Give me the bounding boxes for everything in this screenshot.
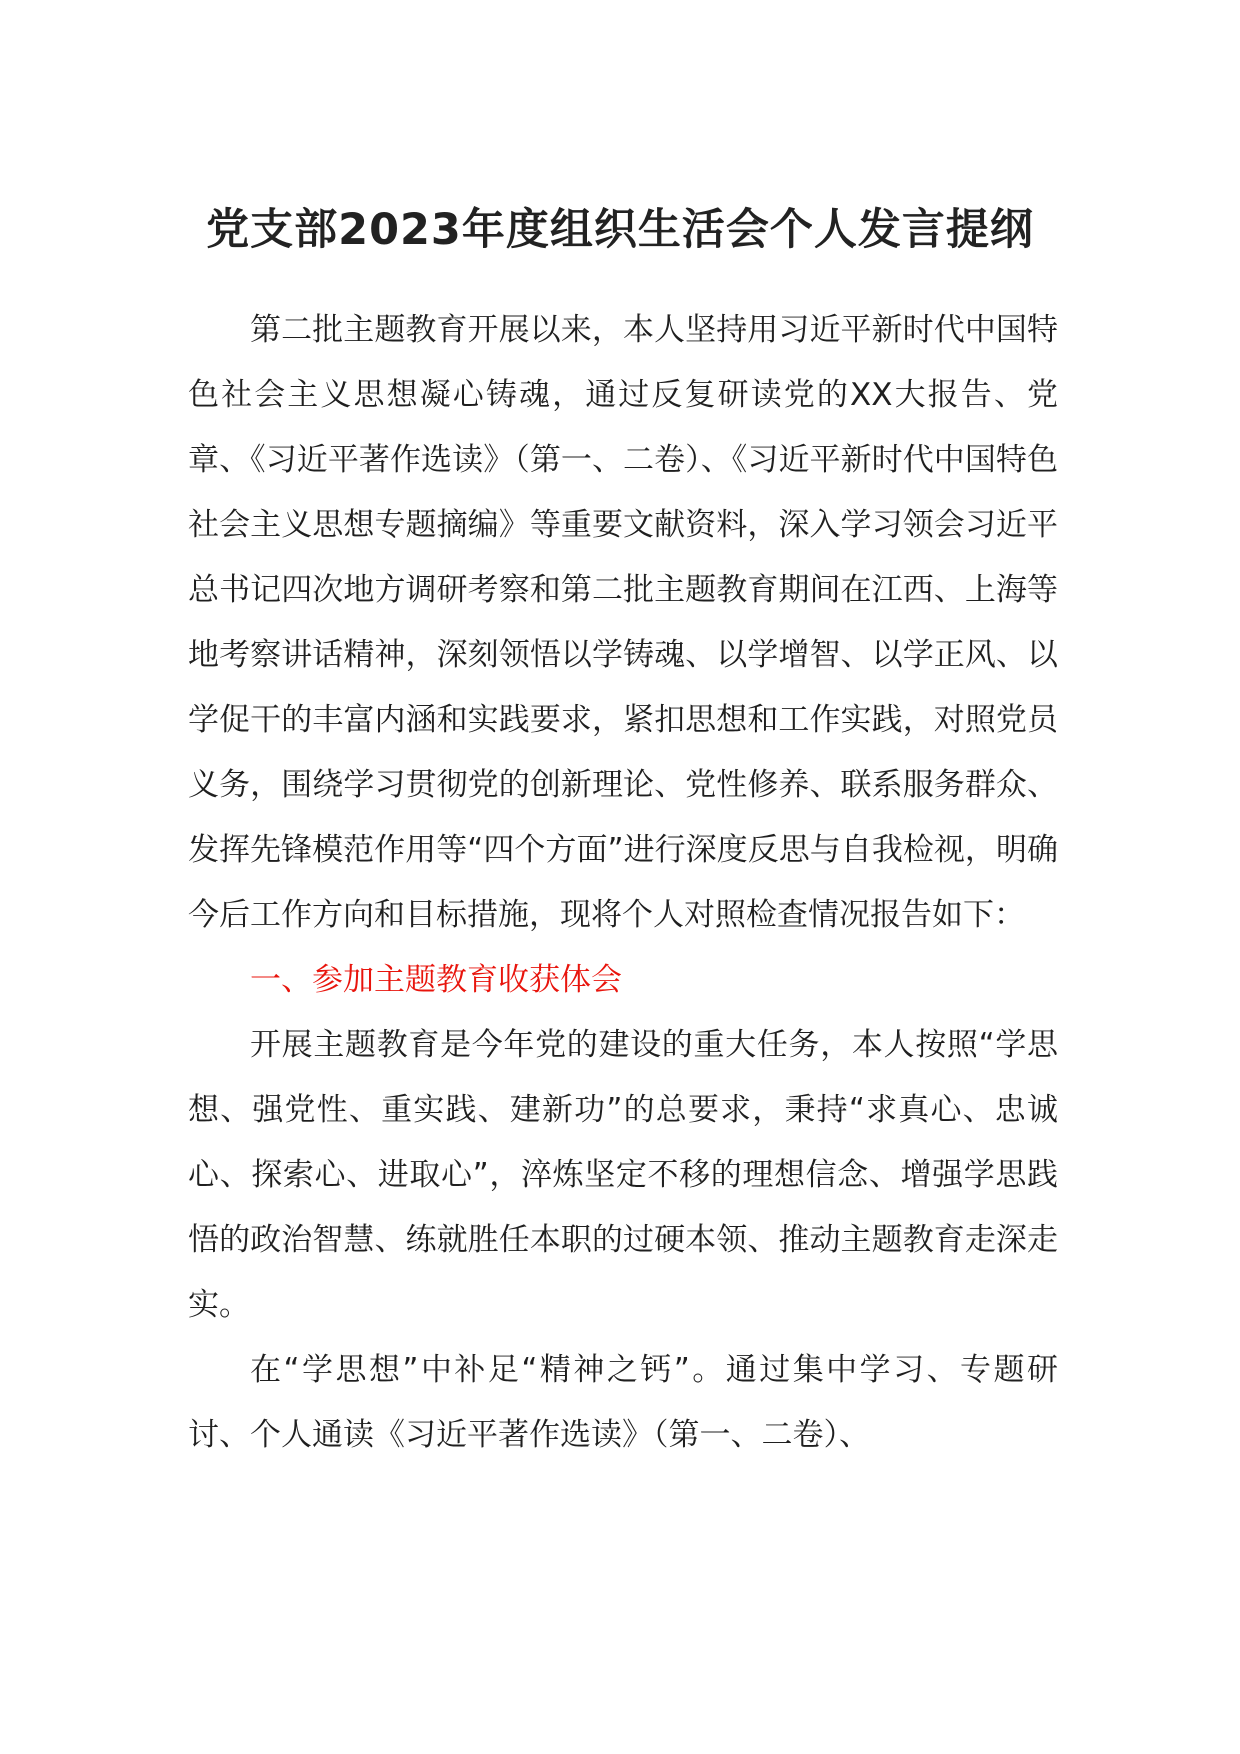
body-paragraph: 在“学思想”中补足“精神之钙”。通过集中学习、专题研讨、个人通读《习近平著作选读》（第一、二卷）、 bbox=[188, 1352, 1058, 1453]
document-title: 党支部2023年度组织生活会个人发言提纲 bbox=[206, 205, 1034, 255]
body-paragraph: 开展主题教育是今年党的建设的重大任务，本人按照“学思想、强党性、重实践、建新功”的总要求，秉持“求真心、忠诚心、探索心、进取心”，淬炼坚定不移的理想信念、增强学思践悟的政治智慧、练就胜任本职的过硬本领、推动主题教育走深走实。 bbox=[188, 1027, 1058, 1323]
section-heading: 一、参加主题教育收获体会 bbox=[250, 962, 622, 998]
document-body bbox=[188, 298, 1058, 1468]
intro-paragraph: 第二批主题教育开展以来，本人坚持用习近平新时代中国特色社会主义思想凝心铸魂，通过反复研读党的XX大报告、党章、《习近平著作选读》（第一、二卷）、《习近平新时代中国特色社会主义思想专题摘编》等重要文献资料，深入学习领会习近平总书记四次地方调研考察和第二批主题教育期间在江西、上海等地考察讲话精神，深刻领悟以学铸魂、以学增智、以学正风、以学促干的丰富内涵和实践要求，紧扣思想和工作实践，对照党员义务，围绕学习贯彻党的创新理论、党性修养、联系服务群众、发挥先锋模范作用等“四个方面”进行深度反思与自我检视，明确今后工作方向和目标措施，现将个人对照检查情况报告如下： bbox=[188, 312, 1058, 933]
